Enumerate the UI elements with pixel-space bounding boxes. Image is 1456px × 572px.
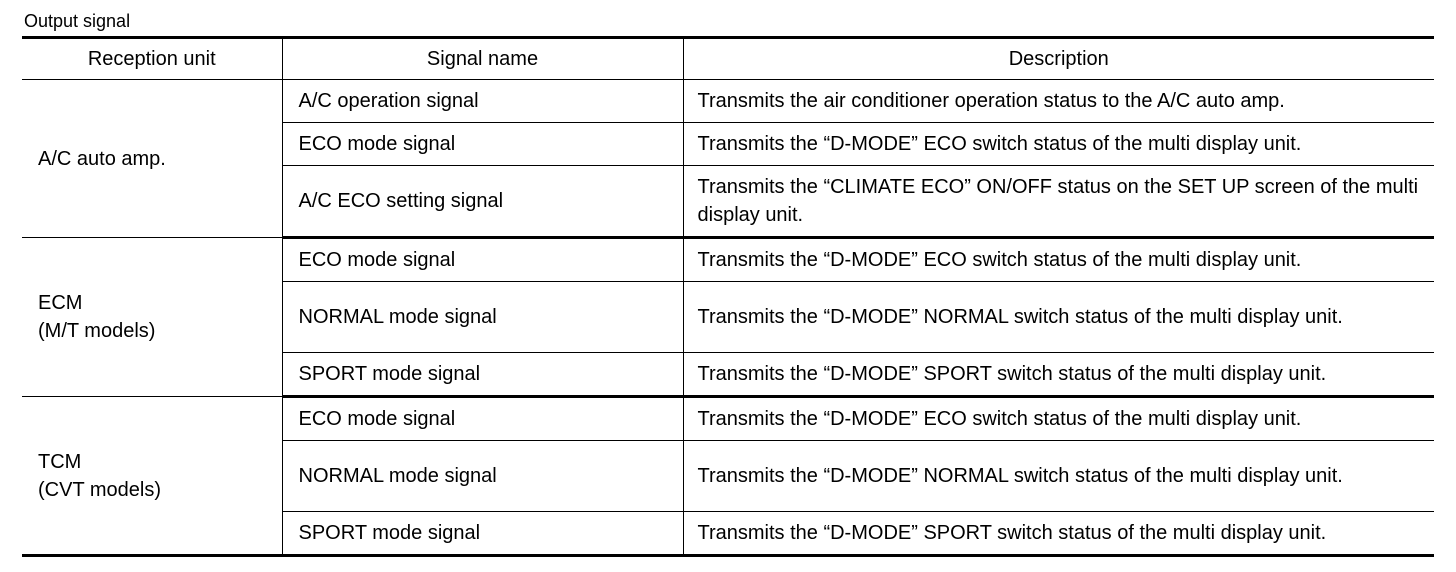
description-cell: Transmits the “D-MODE” SPORT switch status of the multi display unit.	[683, 512, 1434, 556]
signal-name-cell: ECO mode signal	[282, 397, 683, 441]
description-cell: Transmits the “D-MODE” ECO switch status of the multi display unit.	[683, 397, 1434, 441]
signal-name-cell: ECO mode signal	[282, 123, 683, 166]
reception-unit-label: ECM	[38, 292, 83, 314]
signal-name-cell: NORMAL mode signal	[282, 441, 683, 512]
description-cell: Transmits the “D-MODE” SPORT switch status of the multi display unit.	[683, 353, 1434, 397]
description-cell: Transmits the “D-MODE” NORMAL switch status of the multi display unit.	[683, 441, 1434, 512]
header-row	[22, 38, 1434, 80]
table-caption: Output signal	[24, 11, 131, 31]
table-row	[22, 80, 1434, 123]
signal-name-cell: SPORT mode signal	[282, 512, 683, 556]
reception-unit-cell	[22, 80, 282, 238]
reception-unit-sublabel: (M/T models)	[38, 320, 156, 342]
header-reception-unit: Reception unit	[22, 38, 282, 80]
reception-unit-label: TCM	[38, 450, 82, 473]
signal-name-cell: NORMAL mode signal	[282, 282, 683, 353]
reception-unit-cell	[22, 397, 282, 556]
description-cell: Transmits the “D-MODE” ECO switch status of the multi display unit.	[683, 123, 1434, 166]
description-cell: Transmits the “D-MODE” NORMAL switch status of the multi display unit.	[683, 282, 1434, 353]
reception-unit-cell	[22, 238, 282, 397]
header-signal-name: Signal name	[282, 38, 683, 80]
signal-name-cell: SPORT mode signal	[282, 353, 683, 397]
signal-name-cell: A/C ECO setting signal	[282, 166, 683, 238]
description-cell: Transmits the “CLIMATE ECO” ON/OFF status on the SET UP screen of the multi display unit.	[683, 166, 1434, 238]
header-description: Description	[683, 38, 1434, 80]
signal-name-cell: A/C operation signal	[282, 80, 683, 123]
description-cell: Transmits the air conditioner operation status to the A/C auto amp.	[683, 80, 1434, 123]
output-signal-table	[22, 36, 1434, 557]
description-cell: Transmits the “D-MODE” ECO switch status of the multi display unit.	[683, 238, 1434, 282]
signal-name-cell: ECO mode signal	[282, 238, 683, 282]
reception-unit-label: A/C auto amp.	[38, 147, 166, 170]
reception-unit-sublabel: (CVT models)	[38, 478, 161, 501]
table-row	[22, 238, 1434, 282]
table-row	[22, 397, 1434, 441]
